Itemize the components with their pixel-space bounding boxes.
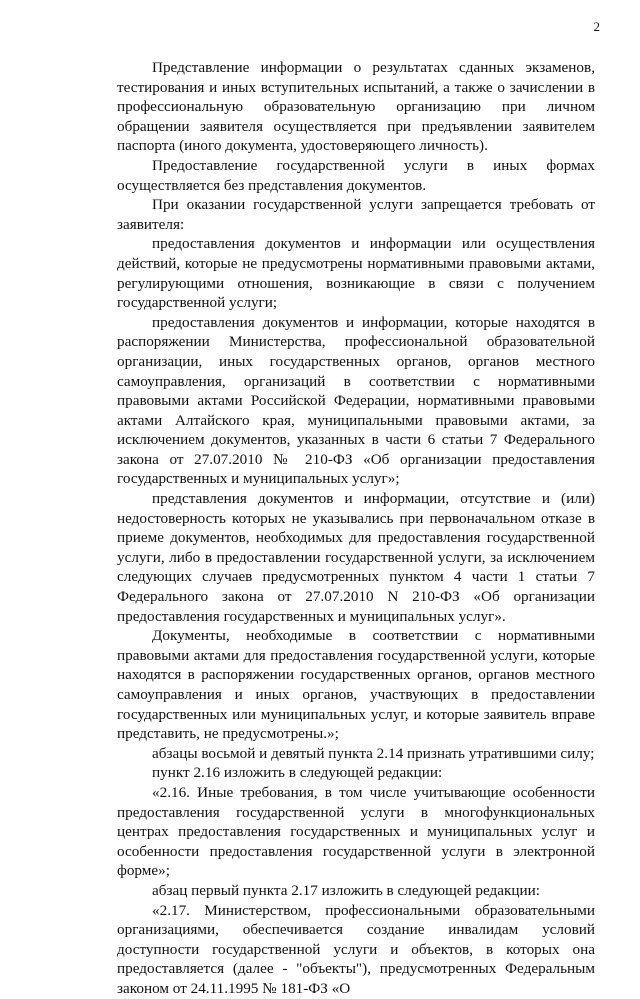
paragraph: «2.16. Иные требования, в том числе учитывающие особенности предоставления государственной услуги в многофункциональных центрах предоставления государственных и муниципальных услуг и особенности предоставления государственной услуги в электронной форме»; (117, 783, 595, 880)
paragraph: предоставления документов и информации или осуществления действий, которые не предусмотрены нормативными правовыми актами, регулирующими отношения, возникающие в связи с получением государственной услуги; (117, 235, 595, 312)
paragraph: Предоставление государственной услуги в иных формах осуществляется без представления документов. (117, 156, 595, 194)
paragraph: пункт 2.16 изложить в следующей редакции: (152, 764, 443, 782)
paragraph: Документы, необходимые в соответствии с нормативными правовыми актами для предоставления государственной услуги, которые находятся в распоряжении государственных органов, органов местного самоуправления и иных органов, участвующих в предоставлении государственных или муниципальных услуг, и которые заявитель вправе представить, не предусмотрены.»; (117, 627, 595, 743)
page-number: 2 (593, 19, 600, 34)
paragraph: «2.17. Министерством, профессиональными образовательными организациями, обеспечивается создание инвалидам условий доступности государственной услуги и объектов, в которых она предоставляется (далее - "объекты"), предусмотренных Федеральным законом от 24.11.1995 № 181-ФЗ «О (117, 901, 595, 997)
paragraph: абзацы восьмой и девятый пункта 2.14 признать утратившими силу; (152, 744, 595, 762)
paragraph: Представление информации о результатах сданных экзаменов, тестирования и иных вступительных испытаний, а также о зачислении в профессиональную образовательную организацию при личном обращении заявителя осуществляется при предъявлении заявителем паспорта (иного документа, удостоверяющего личность). (117, 59, 595, 155)
paragraph: предоставления документов и информации, которые находятся в распоряжении Министерства, профессиональной образовательной организации, иных государственных органов, органов местного самоуправления, организаций в соответствии с нормативными правовыми актами Российской Федерации, нормативными правовыми актами Алтайского края, муниципальными правовыми актами, за исключением документов, указанных в части 6 статьи 7 Федерального закона от 27.07.2010 № 210-ФЗ «Об организации предоставления государственных и муниципальных услуг»; (117, 313, 595, 488)
paragraph: При оказании государственной услуги запрещается требовать от заявителя: (117, 196, 595, 233)
paragraph: представления документов и информации, отсутствие и (или) недостоверность которых не указывались при первоначальном отказе в приеме документов, необходимых для предоставления государственной услуги, либо в предоставлении государственной услуги, за исключением следующих случаев предусмотренных пунктом 4 части 1 статьи 7 Федерального закона от 27.07.2010 N 210-ФЗ «Об организации предоставления государственных и муниципальных услуг». (117, 490, 595, 625)
paragraph: абзац первый пункта 2.17 изложить в следующей редакции: (152, 881, 540, 899)
document-body (117, 58, 595, 999)
